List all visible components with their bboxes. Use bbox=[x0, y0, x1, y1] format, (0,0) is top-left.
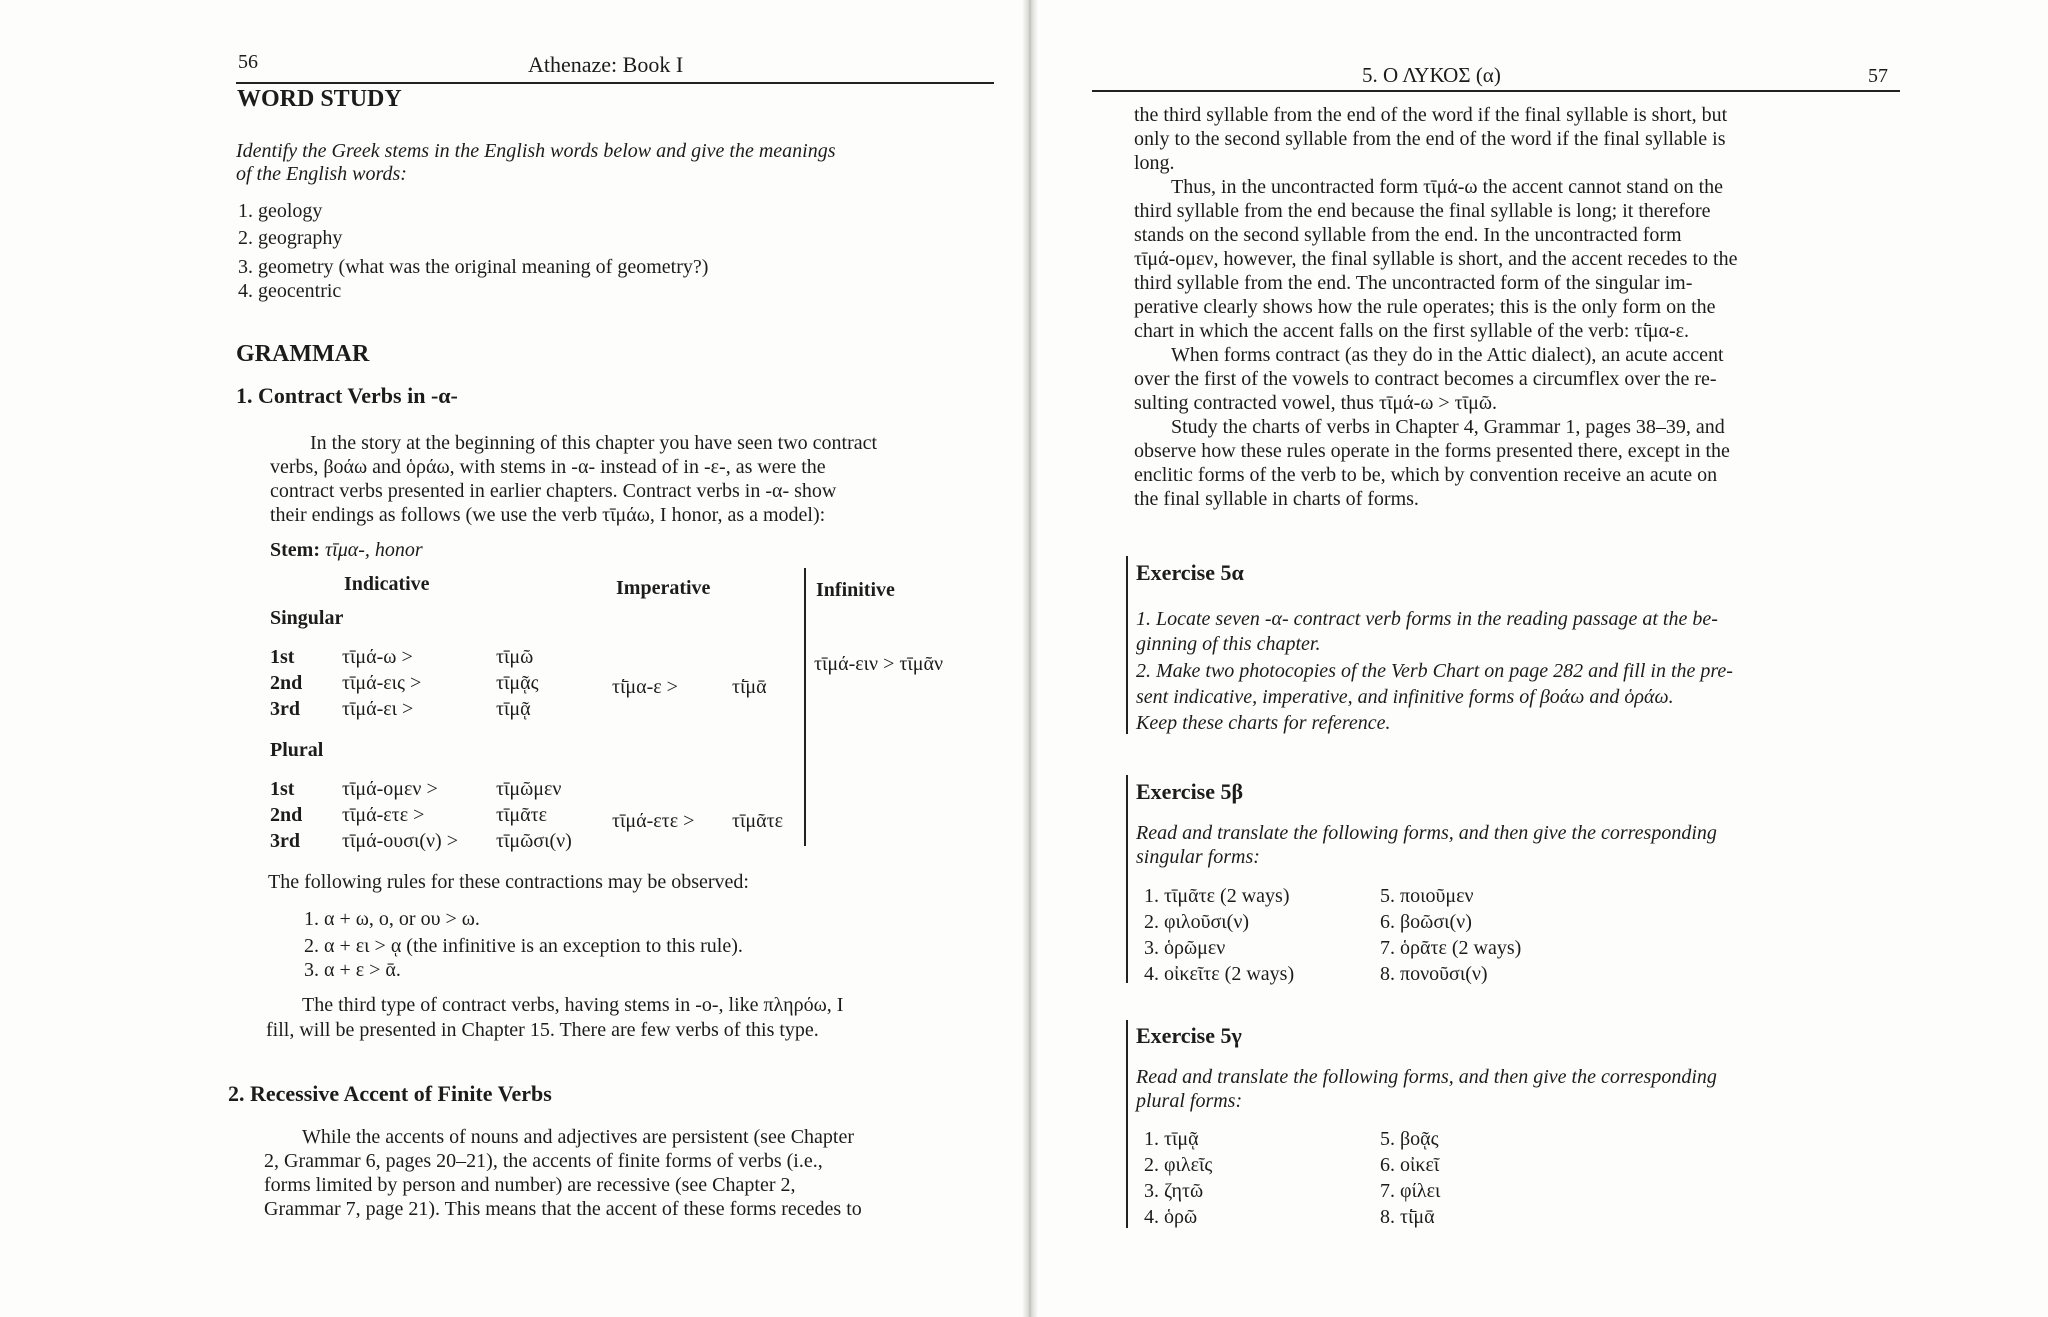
section-1-title: 1. Contract Verbs in -α- bbox=[236, 383, 458, 408]
continuation-line: third syllable from the end. The uncontracted form of the singular im- bbox=[1134, 272, 1693, 294]
exercise-5a-item: Keep these charts for reference. bbox=[1136, 712, 1391, 734]
section-2-line: Grammar 7, page 21). This means that the accent of these forms recedes to bbox=[264, 1198, 862, 1220]
word-study-item: 4. geocentric bbox=[238, 280, 342, 302]
rules-intro: The following rules for these contractions may be observed: bbox=[268, 871, 749, 893]
exercise-5a-item: ginning of this chapter. bbox=[1136, 633, 1321, 655]
word-study-heading: WORD STUDY bbox=[237, 86, 402, 112]
exercise-5b-item: 3. ὁρῶμεν bbox=[1144, 937, 1226, 959]
third-type-line: The third type of contract verbs, having stems in -ο-, like πληρόω, I bbox=[302, 994, 844, 1016]
chart-singular-label: Singular bbox=[270, 607, 344, 629]
chart-uncontracted: τῑμά-ει > bbox=[342, 698, 414, 720]
exercise-5b-item: 5. ποιοῦμεν bbox=[1380, 885, 1474, 907]
chart-infinitive-form: τῑμά-ειν > τῑμᾶν bbox=[814, 653, 944, 675]
exercise-5b-item: 7. ὁρᾶτε (2 ways) bbox=[1380, 937, 1522, 959]
stem-value: τῑμα-, honor bbox=[324, 539, 423, 561]
exercise-5c-item: 1. τῑμᾷ bbox=[1144, 1128, 1199, 1150]
continuation-line: chart in which the accent falls on the first syllable of the verb: τί̄μα-ε. bbox=[1134, 320, 1690, 342]
rule-item: 2. α + ει > ᾳ (the infinitive is an exception to this rule). bbox=[304, 935, 743, 957]
exercise-5a-item: 2. Make two photocopies of the Verb Chart on page 282 and fill in the pre- bbox=[1136, 660, 1733, 682]
continuation-line: the third syllable from the end of the word if the final syllable is short, but bbox=[1134, 104, 1728, 126]
page-number-left: 56 bbox=[238, 51, 258, 73]
section-2-title: 2. Recessive Accent of Finite Verbs bbox=[228, 1081, 552, 1106]
rule-item: 3. α + ε > ᾱ. bbox=[304, 959, 401, 981]
continuation-line: τῑμά-ομεν, however, the final syllable is short, and the accent recedes to the bbox=[1134, 248, 1738, 270]
third-type-line: fill, will be presented in Chapter 15. There are few verbs of this type. bbox=[266, 1019, 819, 1041]
chart-col-infinitive: Infinitive bbox=[816, 579, 895, 601]
exercise-5b-item: 2. φιλοῦσι(ν) bbox=[1144, 911, 1250, 933]
exercise-5b-item: 4. οἰκεῖτε (2 ways) bbox=[1144, 963, 1295, 985]
continuation-line: perative clearly shows how the rule operates; this is the only form on the bbox=[1134, 296, 1716, 318]
continuation-line: only to the second syllable from the end of the word if the final syllable is bbox=[1134, 128, 1726, 150]
intro-line: verbs, βοάω and ὁράω, with stems in -α- instead of in -ε-, as were the bbox=[270, 456, 826, 478]
word-study-item: 2. geography bbox=[238, 227, 343, 249]
exercise-5c-item: 3. ζητῶ bbox=[1144, 1180, 1204, 1202]
exercise-5c-item: 2. φιλεῖς bbox=[1144, 1154, 1213, 1176]
chart-contracted: τῑμῶσι(ν) bbox=[496, 830, 572, 852]
chart-uncontracted: τῑμά-ουσι(ν) > bbox=[342, 830, 458, 852]
exercise-5a-title: Exercise 5α bbox=[1136, 560, 1244, 585]
chart-uncontracted: τῑμά-ετε > bbox=[342, 804, 425, 826]
exercise-5c-item: 8. τί̄μᾱ bbox=[1380, 1206, 1435, 1228]
exercise-5c-item: 4. ὁρῶ bbox=[1144, 1206, 1198, 1228]
chart-contracted: τῑμᾶτε bbox=[496, 804, 548, 826]
stem-label: Stem: bbox=[270, 539, 320, 561]
right-page bbox=[1030, 0, 2048, 1317]
intro-line: contract verbs presented in earlier chapters. Contract verbs in -α- show bbox=[270, 480, 837, 502]
exercise-5c-item: 6. οἰκεῖ bbox=[1380, 1154, 1440, 1176]
continuation-line: over the first of the vowels to contract becomes a circumflex over the re- bbox=[1134, 368, 1717, 390]
continuation-line: observe how these rules operate in the forms presented there, except in the bbox=[1134, 440, 1730, 462]
exercise-5b-item: 6. βοῶσι(ν) bbox=[1380, 911, 1472, 933]
continuation-line: long. bbox=[1134, 152, 1175, 174]
chart-person: 3rd bbox=[270, 830, 300, 852]
chart-contracted: τῑμῶμεν bbox=[496, 778, 562, 800]
exercise-5c-title: Exercise 5γ bbox=[1136, 1023, 1242, 1048]
grammar-heading: GRAMMAR bbox=[236, 341, 370, 367]
exercise-bar bbox=[1126, 556, 1128, 734]
intro-line: their endings as follows (we use the verb τῑμάω, I honor, as a model): bbox=[270, 504, 826, 526]
chart-col-imperative: Imperative bbox=[616, 577, 711, 599]
exercise-bar bbox=[1126, 1020, 1128, 1228]
section-2-line: forms limited by person and number) are recessive (see Chapter 2, bbox=[264, 1174, 796, 1196]
exercise-5b-item: 8. πονοῦσι(ν) bbox=[1380, 963, 1488, 985]
exercise-5b-instruction-line: singular forms: bbox=[1136, 846, 1260, 868]
chart-person: 1st bbox=[270, 778, 295, 800]
running-head-chapter-title: 5. Ο ΛΥΚΟΣ (α) bbox=[1362, 63, 1501, 87]
chart-imperative-pl-uncontracted: τῑμά-ετε > bbox=[612, 810, 695, 832]
chart-uncontracted: τῑμά-ω > bbox=[342, 646, 413, 668]
exercise-5c-instruction-line: plural forms: bbox=[1136, 1090, 1243, 1112]
running-head-book-title: Athenaze: Book I bbox=[528, 52, 684, 77]
page-number-right: 57 bbox=[1868, 65, 1888, 87]
chart-col-indicative: Indicative bbox=[344, 573, 430, 595]
word-study-item: 1. geology bbox=[238, 200, 323, 222]
chart-uncontracted: τῑμά-εις > bbox=[342, 672, 422, 694]
chart-person: 1st bbox=[270, 646, 295, 668]
continuation-line: Study the charts of verbs in Chapter 4, Grammar 1, pages 38–39, and bbox=[1171, 416, 1725, 438]
chart-contracted: τῑμῶ bbox=[496, 646, 534, 668]
chart-divider bbox=[804, 568, 806, 846]
chart-person: 2nd bbox=[270, 672, 303, 694]
continuation-line: When forms contract (as they do in the Attic dialect), an acute accent bbox=[1171, 344, 1724, 366]
continuation-line: third syllable from the end because the final syllable is long; it therefore bbox=[1134, 200, 1711, 222]
exercise-5a-item: 1. Locate seven -α- contract verb forms in the reading passage at the be- bbox=[1136, 608, 1718, 630]
exercise-5b-instruction-line: Read and translate the following forms, and then give the corresponding bbox=[1136, 822, 1717, 844]
stem-line bbox=[270, 538, 423, 562]
header-rule bbox=[236, 82, 994, 84]
section-2-line: 2, Grammar 6, pages 20–21), the accents of finite forms of verbs (i.e., bbox=[264, 1150, 823, 1172]
exercise-5c-instruction-line: Read and translate the following forms, and then give the corresponding bbox=[1136, 1066, 1717, 1088]
chart-imperative-pl-contracted: τῑμᾶτε bbox=[732, 810, 784, 832]
chart-uncontracted: τῑμά-ομεν > bbox=[342, 778, 438, 800]
chart-imperative-sg-uncontracted: τί̄μα-ε > bbox=[612, 676, 678, 698]
continuation-line: Thus, in the uncontracted form τῑμά-ω the accent cannot stand on the bbox=[1171, 176, 1724, 198]
continuation-line: the final syllable in charts of forms. bbox=[1134, 488, 1419, 510]
continuation-line: enclitic forms of the verb to be, which by convention receive an acute on bbox=[1134, 464, 1718, 486]
exercise-bar bbox=[1126, 775, 1128, 983]
rule-item: 1. α + ω, ο, or ου > ω. bbox=[304, 908, 480, 930]
section-2-line: While the accents of nouns and adjectives are persistent (see Chapter bbox=[302, 1126, 855, 1148]
word-study-instruction-line: Identify the Greek stems in the English words below and give the meanings bbox=[236, 140, 836, 162]
chart-plural-label: Plural bbox=[270, 739, 324, 761]
intro-line: In the story at the beginning of this chapter you have seen two contract bbox=[310, 432, 878, 454]
continuation-line: stands on the second syllable from the end. In the uncontracted form bbox=[1134, 224, 1682, 246]
exercise-5c-item: 7. φίλει bbox=[1380, 1180, 1441, 1202]
word-study-instruction-line: of the English words: bbox=[236, 163, 407, 185]
chart-contracted: τῑμᾷ bbox=[496, 698, 531, 720]
continuation-line: sulting contracted vowel, thus τῑμά-ω > τῑμῶ. bbox=[1134, 392, 1497, 414]
exercise-5b-title: Exercise 5β bbox=[1136, 779, 1244, 804]
chart-contracted: τῑμᾷς bbox=[496, 672, 539, 694]
chart-imperative-sg-contracted: τί̄μᾱ bbox=[732, 676, 767, 698]
exercise-5c-item: 5. βοᾷς bbox=[1380, 1128, 1439, 1150]
exercise-5a-item: sent indicative, imperative, and infinitive forms of βοάω and ὁράω. bbox=[1136, 686, 1674, 708]
chart-person: 3rd bbox=[270, 698, 300, 720]
header-rule bbox=[1092, 90, 1900, 92]
chart-person: 2nd bbox=[270, 804, 303, 826]
exercise-5b-item: 1. τῑμᾶτε (2 ways) bbox=[1144, 885, 1290, 907]
word-study-item: 3. geometry (what was the original meaning of geometry?) bbox=[238, 256, 709, 278]
